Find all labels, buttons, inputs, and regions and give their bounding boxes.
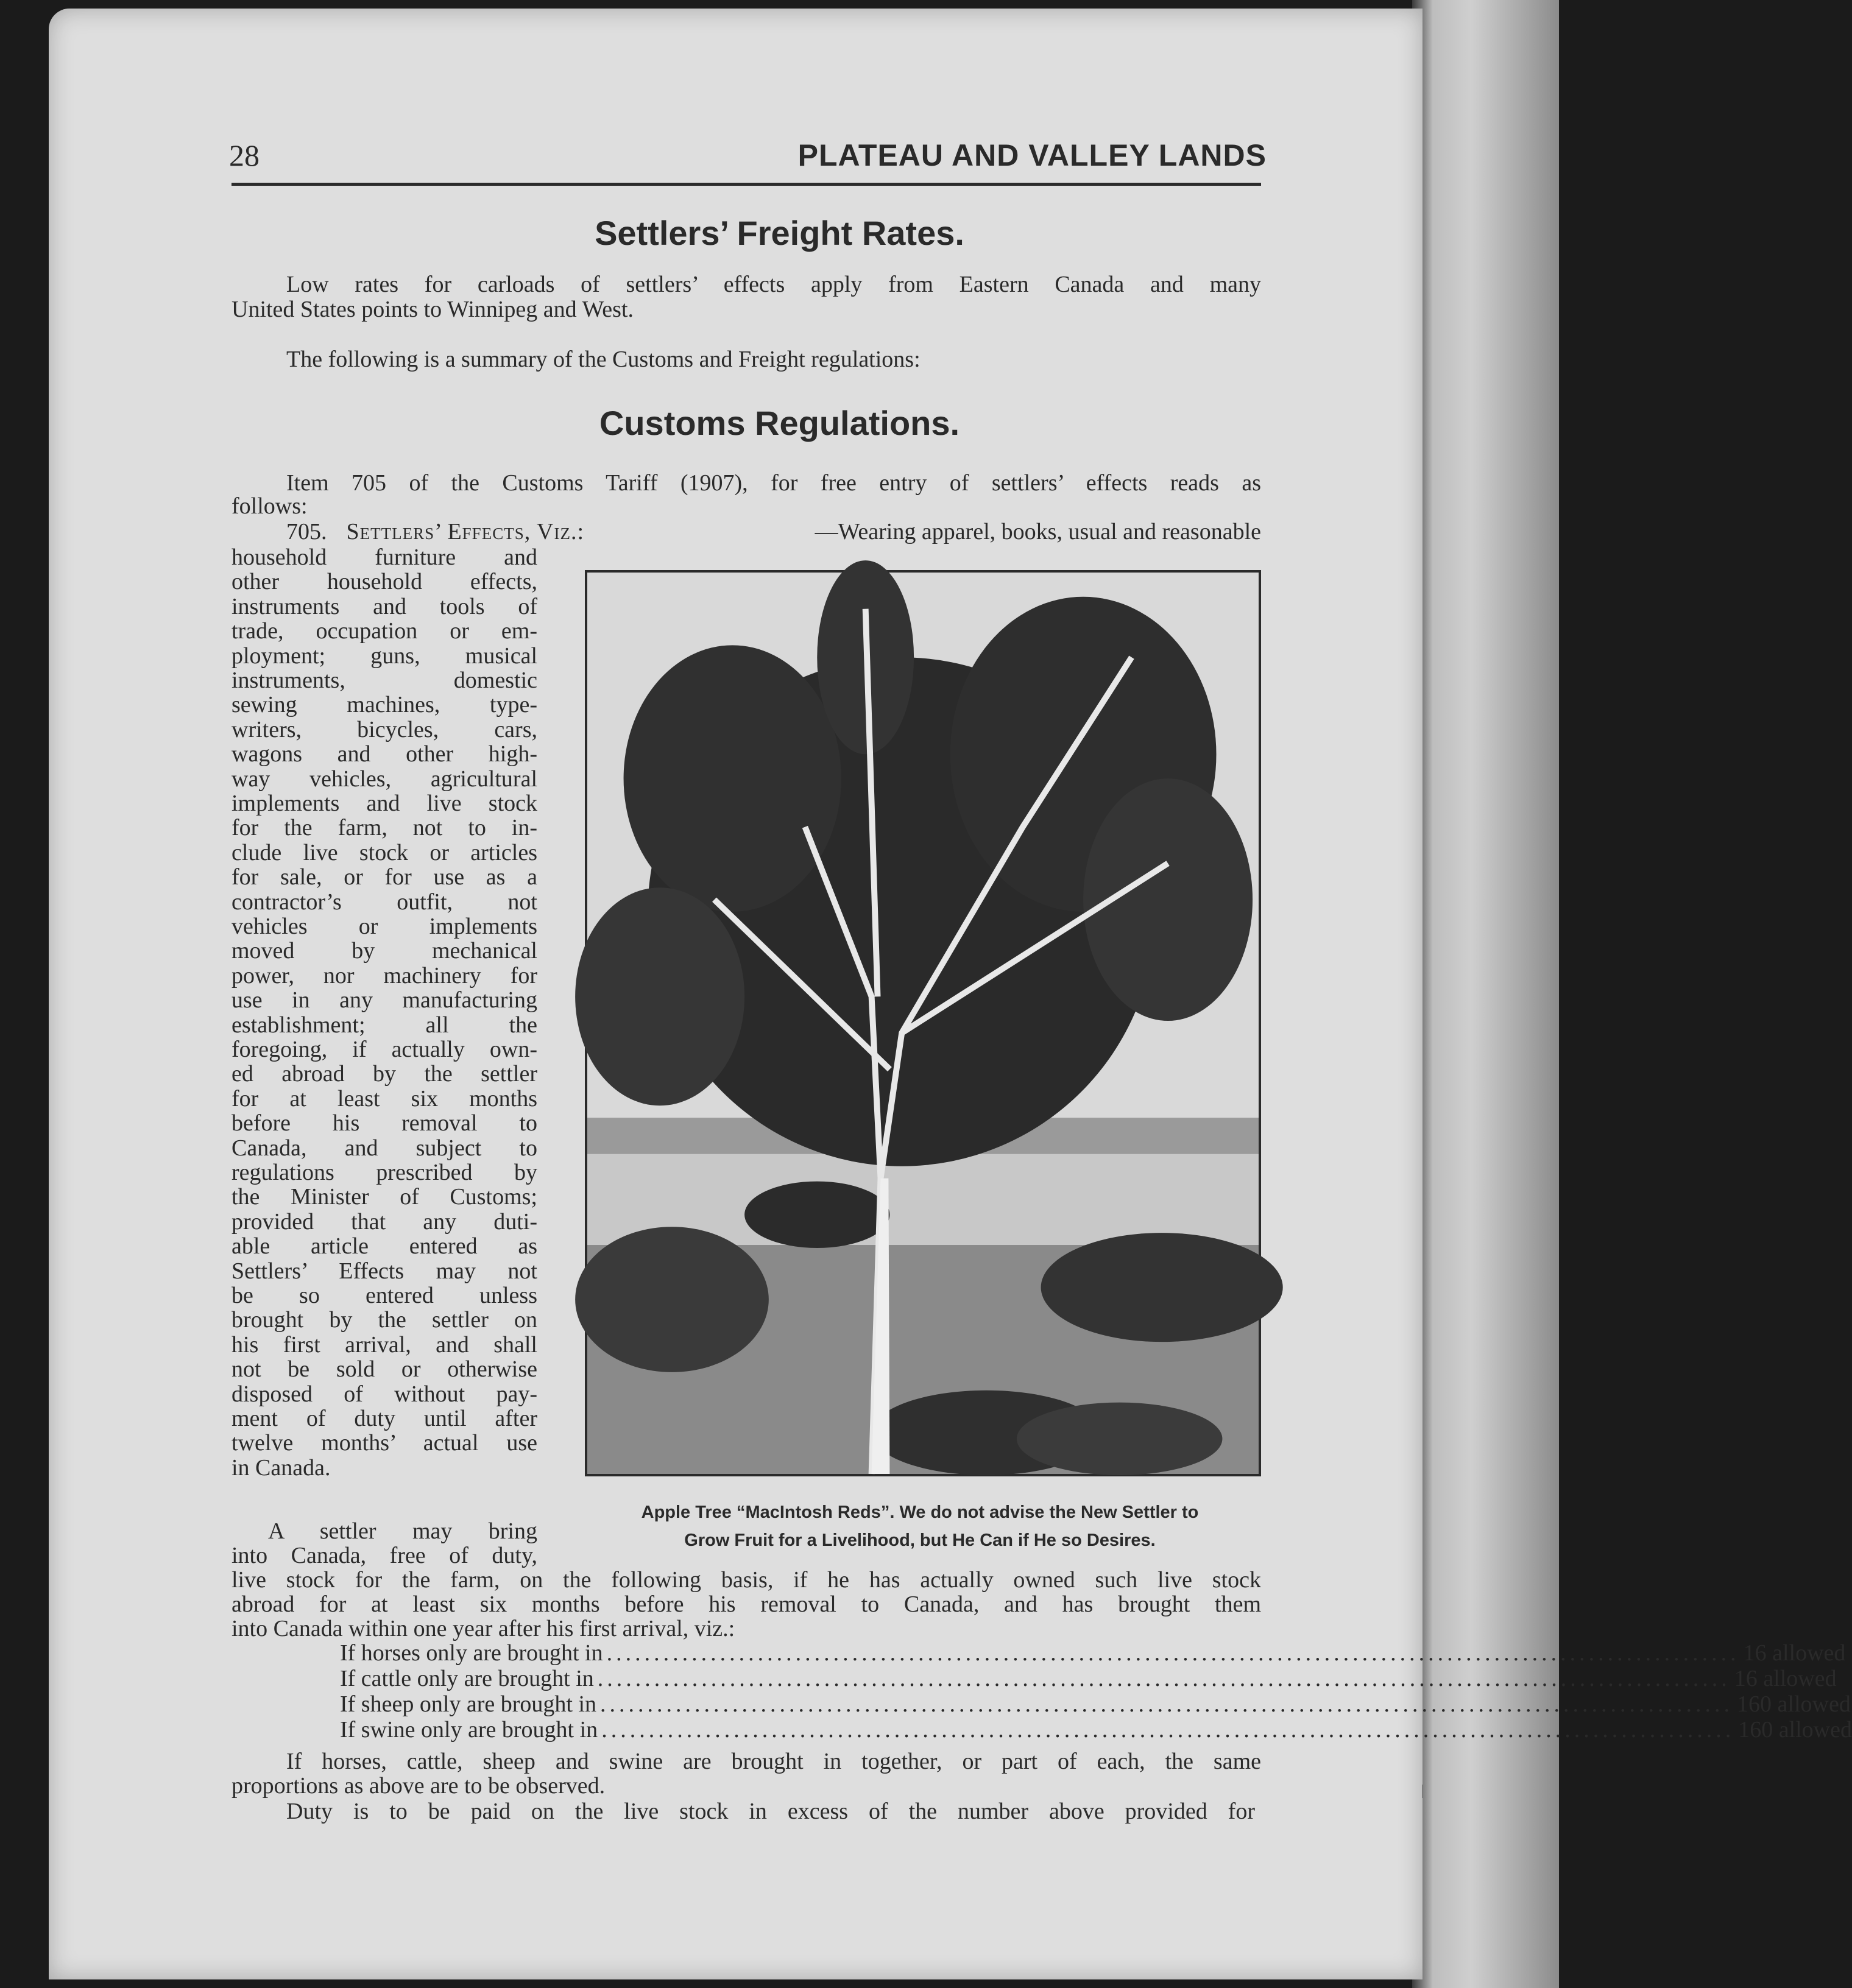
closing-line: proportions as above are to be observed. — [231, 1773, 606, 1799]
column-line: able article entered as — [231, 1233, 537, 1260]
freight-rates-heading: Settlers’ Freight Rates. — [595, 214, 964, 252]
closing-line: Duty is to be paid on the live stock in excess of the number above provided for — [286, 1799, 1255, 1824]
column-line: regulations prescribed by — [231, 1160, 537, 1185]
item-label: Settlers’ Effects, Viz.: — [346, 519, 585, 545]
settler-line: A settler may bring — [268, 1518, 537, 1544]
allowance-row — [340, 1691, 1851, 1718]
allowance-amount: 160 allowed — [1737, 1691, 1851, 1717]
apple-tree-photo — [585, 570, 1261, 1476]
allowance-amount: 16 allowed — [1743, 1640, 1846, 1666]
column-line: other household effects, — [231, 569, 537, 595]
allowance-row — [340, 1640, 1846, 1666]
column-line: in Canada. — [231, 1454, 331, 1481]
column-line: ed abroad by the settler — [231, 1061, 537, 1087]
column-line: ployment; guns, musical — [231, 643, 537, 669]
column-line: implements and live stock — [231, 791, 537, 816]
livestock-line: abroad for at least six months before his removal to Canada, and has brought them — [231, 1591, 1261, 1617]
closing-line: If horses, cattle, sheep and swine are brought in together, or part of each, the same — [286, 1749, 1261, 1774]
column-line: not be sold or otherwise — [231, 1356, 537, 1383]
dot-leader: ........................................................................................................................ — [597, 1666, 1731, 1691]
item-text: —Wearing apparel, books, usual and reasonable — [815, 519, 1261, 545]
header-rule — [231, 183, 1261, 186]
tariff-intro-line: follows: — [231, 493, 308, 519]
running-title: PLATEAU AND VALLEY LANDS — [797, 138, 1267, 172]
column-line: clude live stock or articles — [231, 839, 537, 865]
column-line: for sale, or for use as a — [231, 864, 537, 890]
column-line: before his removal to — [231, 1110, 537, 1137]
apple-tree-image — [587, 573, 1259, 1474]
column-line: writers, bicycles, cars, — [231, 716, 537, 742]
column-line: for the farm, not to in- — [231, 815, 537, 841]
item-number: 705. — [286, 519, 327, 545]
column-line: be so entered unless — [231, 1283, 537, 1308]
column-line: ment of duty until after — [231, 1406, 537, 1431]
column-line: Canada, and subject to — [231, 1135, 537, 1161]
dot-leader: ........................................................................................................................ — [600, 1691, 1734, 1717]
column-line: provided that any duti- — [231, 1208, 537, 1235]
freight-para-line: United States points to Winnipeg and West. — [231, 297, 634, 322]
allowance-label: If horses only are brought in — [340, 1640, 603, 1666]
column-line: his first arrival, and shall — [231, 1331, 537, 1358]
column-line: way vehicles, agricultural — [231, 766, 537, 792]
column-line: moved by mechanical — [231, 938, 537, 964]
page-number: 28 — [229, 138, 260, 172]
column-line: disposed of without pay- — [231, 1381, 537, 1407]
dot-leader: ........................................................................................................................ — [601, 1717, 1735, 1743]
column-line: instruments, domestic — [231, 668, 537, 693]
column-line: trade, occupation or em- — [231, 618, 537, 644]
photo-caption-line: Grow Fruit for a Livelihood, but He Can if He so Desires. — [684, 1531, 1156, 1550]
summary-para: The following is a summary of the Customs and Freight regulations: — [286, 347, 921, 372]
tariff-intro-line: Item 705 of the Customs Tariff (1907), for free entry of settlers’ effects reads as — [286, 470, 1261, 496]
allowance-amount: 16 allowed — [1734, 1666, 1837, 1691]
column-line: wagons and other high- — [231, 741, 537, 767]
livestock-line: into Canada within one year after his first arrival, viz.: — [231, 1616, 735, 1641]
column-line: contractor’s outfit, not — [231, 889, 537, 915]
column-line: for at least six months — [231, 1085, 537, 1112]
allowance-label: If swine only are brought in — [340, 1717, 598, 1743]
column-line: Settlers’ Effects may not — [231, 1258, 537, 1284]
column-line: use in any manufacturing — [231, 987, 537, 1013]
column-line: the Minister of Customs; — [231, 1184, 537, 1210]
allowance-label: If cattle only are brought in — [340, 1666, 594, 1691]
column-line: instruments and tools of — [231, 593, 537, 619]
allowance-amount: 160 allowed — [1738, 1717, 1852, 1743]
freight-para-line: Low rates for carloads of settlers’ effects apply from Eastern Canada and many — [286, 272, 1261, 297]
photo-caption-line: Apple Tree “MacIntosh Reds”. We do not advise the New Settler to — [641, 1503, 1199, 1522]
livestock-line: live stock for the farm, on the following basis, if he has actually owned such live stock — [231, 1567, 1261, 1593]
allowance-label: If sheep only are brought in — [340, 1691, 597, 1717]
item-705-line — [286, 518, 1261, 545]
column-line: power, nor machinery for — [231, 962, 537, 989]
allowance-row — [340, 1665, 1837, 1692]
column-line: sewing machines, type- — [231, 692, 537, 718]
allowance-row — [340, 1716, 1852, 1743]
settler-line: into Canada, free of duty, — [231, 1543, 537, 1568]
column-line: vehicles or implements — [231, 914, 537, 939]
column-line: foregoing, if actually own- — [231, 1037, 537, 1062]
column-line: brought by the settler on — [231, 1307, 537, 1333]
column-line: establishment; all the — [231, 1012, 537, 1038]
column-line: twelve months’ actual use — [231, 1430, 537, 1456]
customs-heading: Customs Regulations. — [599, 404, 960, 442]
dot-leader: ........................................................................................................................ — [606, 1640, 1740, 1666]
column-line: household furniture and — [231, 545, 537, 570]
